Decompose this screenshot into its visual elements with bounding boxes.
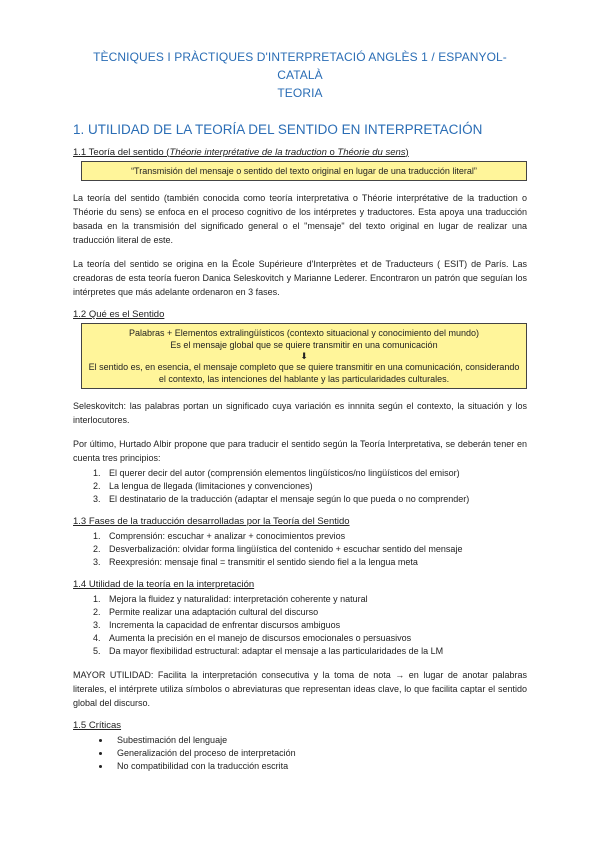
list-item: 5. Da mayor flexibilidad estructural: adaptar el mensaje a las particularidades de la LM bbox=[103, 645, 527, 658]
sense-box bbox=[81, 323, 527, 389]
sense-box-line-1: Palabras + Elementos extralingüísticos (contexto situacional y conocimiento del mundo) bbox=[129, 328, 479, 338]
s11-heading-mid: o bbox=[326, 147, 338, 158]
s11-paragraph-1: La teoría del sentido (también conocida como teoría interpretativa o Théorie interprétative de la traduction o Théorie du sens) se enfoca en el proceso cognitivo de los intérpretes y traductores. Esta apoya una traducción basada en la transmisión del significado general o el "mensaje" del texto original en lugar de realizar una traducción literal de este. bbox=[73, 193, 527, 245]
s11-heading-italic-2: Théorie du sens bbox=[337, 147, 406, 158]
title-line-1: TÈCNIQUES I PRÀCTIQUES D'INTERPRETACIÓ ANGLÈS 1 / ESPANYOL-CATALÀ bbox=[93, 50, 507, 82]
s14-paragraph-1: MAYOR UTILIDAD: Facilita la interpretación consecutiva y la toma de nota → en lugar de anotar palabras literales, el intérprete utiliza símbolos o abreviaturas que representan ideas clave, lo que facilita captar el sentido global del discurso. bbox=[73, 670, 527, 708]
s11-heading-prefix: 1.1 Teoría del sentido ( bbox=[73, 147, 170, 158]
criticism-list bbox=[73, 734, 527, 773]
s11-paragraph-2: La teoría del sentido se origina en la École Supérieure d'Interprètes et de Traducteurs ( ESIT) de París. Las creadoras de esta teoría fueron Danica Seleskovitch y Marianne Lederer. Encontraron un patrón que seguían los intérpretes que más adelante ordenaron en 3 fases. bbox=[73, 259, 527, 297]
list-item: 4. Aumenta la precisión en el manejo de discursos emocionales o persuasivos bbox=[103, 632, 527, 645]
list-item: • No compatibilidad con la traducción escrita bbox=[111, 760, 527, 773]
list-item: • Subestimación del lenguaje bbox=[111, 734, 527, 747]
phases-list bbox=[73, 530, 527, 569]
list-item: 2. Desverbalización: olvidar forma lingüística del contenido + escuchar sentido del mensaje bbox=[103, 543, 527, 556]
arrow-down-icon: ⬇ bbox=[300, 351, 308, 361]
definition-box: “Transmisión del mensaje o sentido del texto original en lugar de una traducción literal” bbox=[81, 161, 527, 181]
section-1-1-heading bbox=[73, 147, 527, 158]
s12-paragraph-2: Por último, Hurtado Albir propone que para traducir el sentido según la Teoría Interpretativa, se deberán tener en cuenta tres principios: bbox=[73, 439, 527, 463]
list-item: 1. Mejora la fluidez y naturalidad: interpretación coherente y natural bbox=[103, 593, 527, 606]
list-item: 2. Permite realizar una adaptación cultural del discurso bbox=[103, 606, 527, 619]
section-1-5-heading: 1.5 Críticas bbox=[73, 720, 122, 731]
list-item: 2. La lengua de llegada (limitaciones y convenciones) bbox=[103, 480, 527, 493]
sense-box-line-3: El sentido es, en esencia, el mensaje completo que se quiere transmitir en una comunicación, considerando el contexto, las intenciones del hablante y las particularidades culturales. bbox=[88, 362, 520, 384]
list-item: 1. El querer decir del autor (comprensión elementos lingüísticos/no lingüísticos del emisor) bbox=[103, 467, 527, 480]
list-item: • Generalización del proceso de interpretación bbox=[111, 747, 527, 760]
section-1-heading: 1. UTILIDAD DE LA TEORÍA DEL SENTIDO EN INTERPRETACIÓN bbox=[73, 122, 483, 137]
section-1-2-heading: 1.2 Qué es el Sentido bbox=[73, 309, 165, 320]
section-1-4-heading: 1.4 Utilidad de la teoría en la interpretación bbox=[73, 579, 255, 590]
list-item: 1. Comprensión: escuchar + analizar + conocimientos previos bbox=[103, 530, 527, 543]
sense-box-line-2: Es el mensaje global que se quiere transmitir en una comunicación bbox=[170, 340, 438, 350]
section-1-3-heading: 1.3 Fases de la traducción desarrolladas por la Teoría del Sentido bbox=[73, 516, 350, 527]
title-line-2: TEORIA bbox=[277, 86, 323, 100]
principles-list bbox=[73, 467, 527, 506]
s11-heading-italic-1: Théorie interprétative de la traduction bbox=[169, 147, 327, 158]
list-item: 3. Reexpresión: mensaje final = transmitir el sentido siendo fiel a la lengua meta bbox=[103, 556, 527, 569]
s12-paragraph-1: Seleskovitch: las palabras portan un significado cuya variación es innnita según el contexto, la situación y los interlocutores. bbox=[73, 401, 527, 425]
s11-heading-suffix: ) bbox=[405, 147, 409, 158]
utility-list bbox=[73, 593, 527, 658]
document-title bbox=[73, 48, 527, 102]
list-item: 3. Incrementa la capacidad de enfrentar discursos ambiguos bbox=[103, 619, 527, 632]
list-item: 3. El destinatario de la traducción (adaptar el mensaje según lo que pueda o no comprender) bbox=[103, 493, 527, 506]
